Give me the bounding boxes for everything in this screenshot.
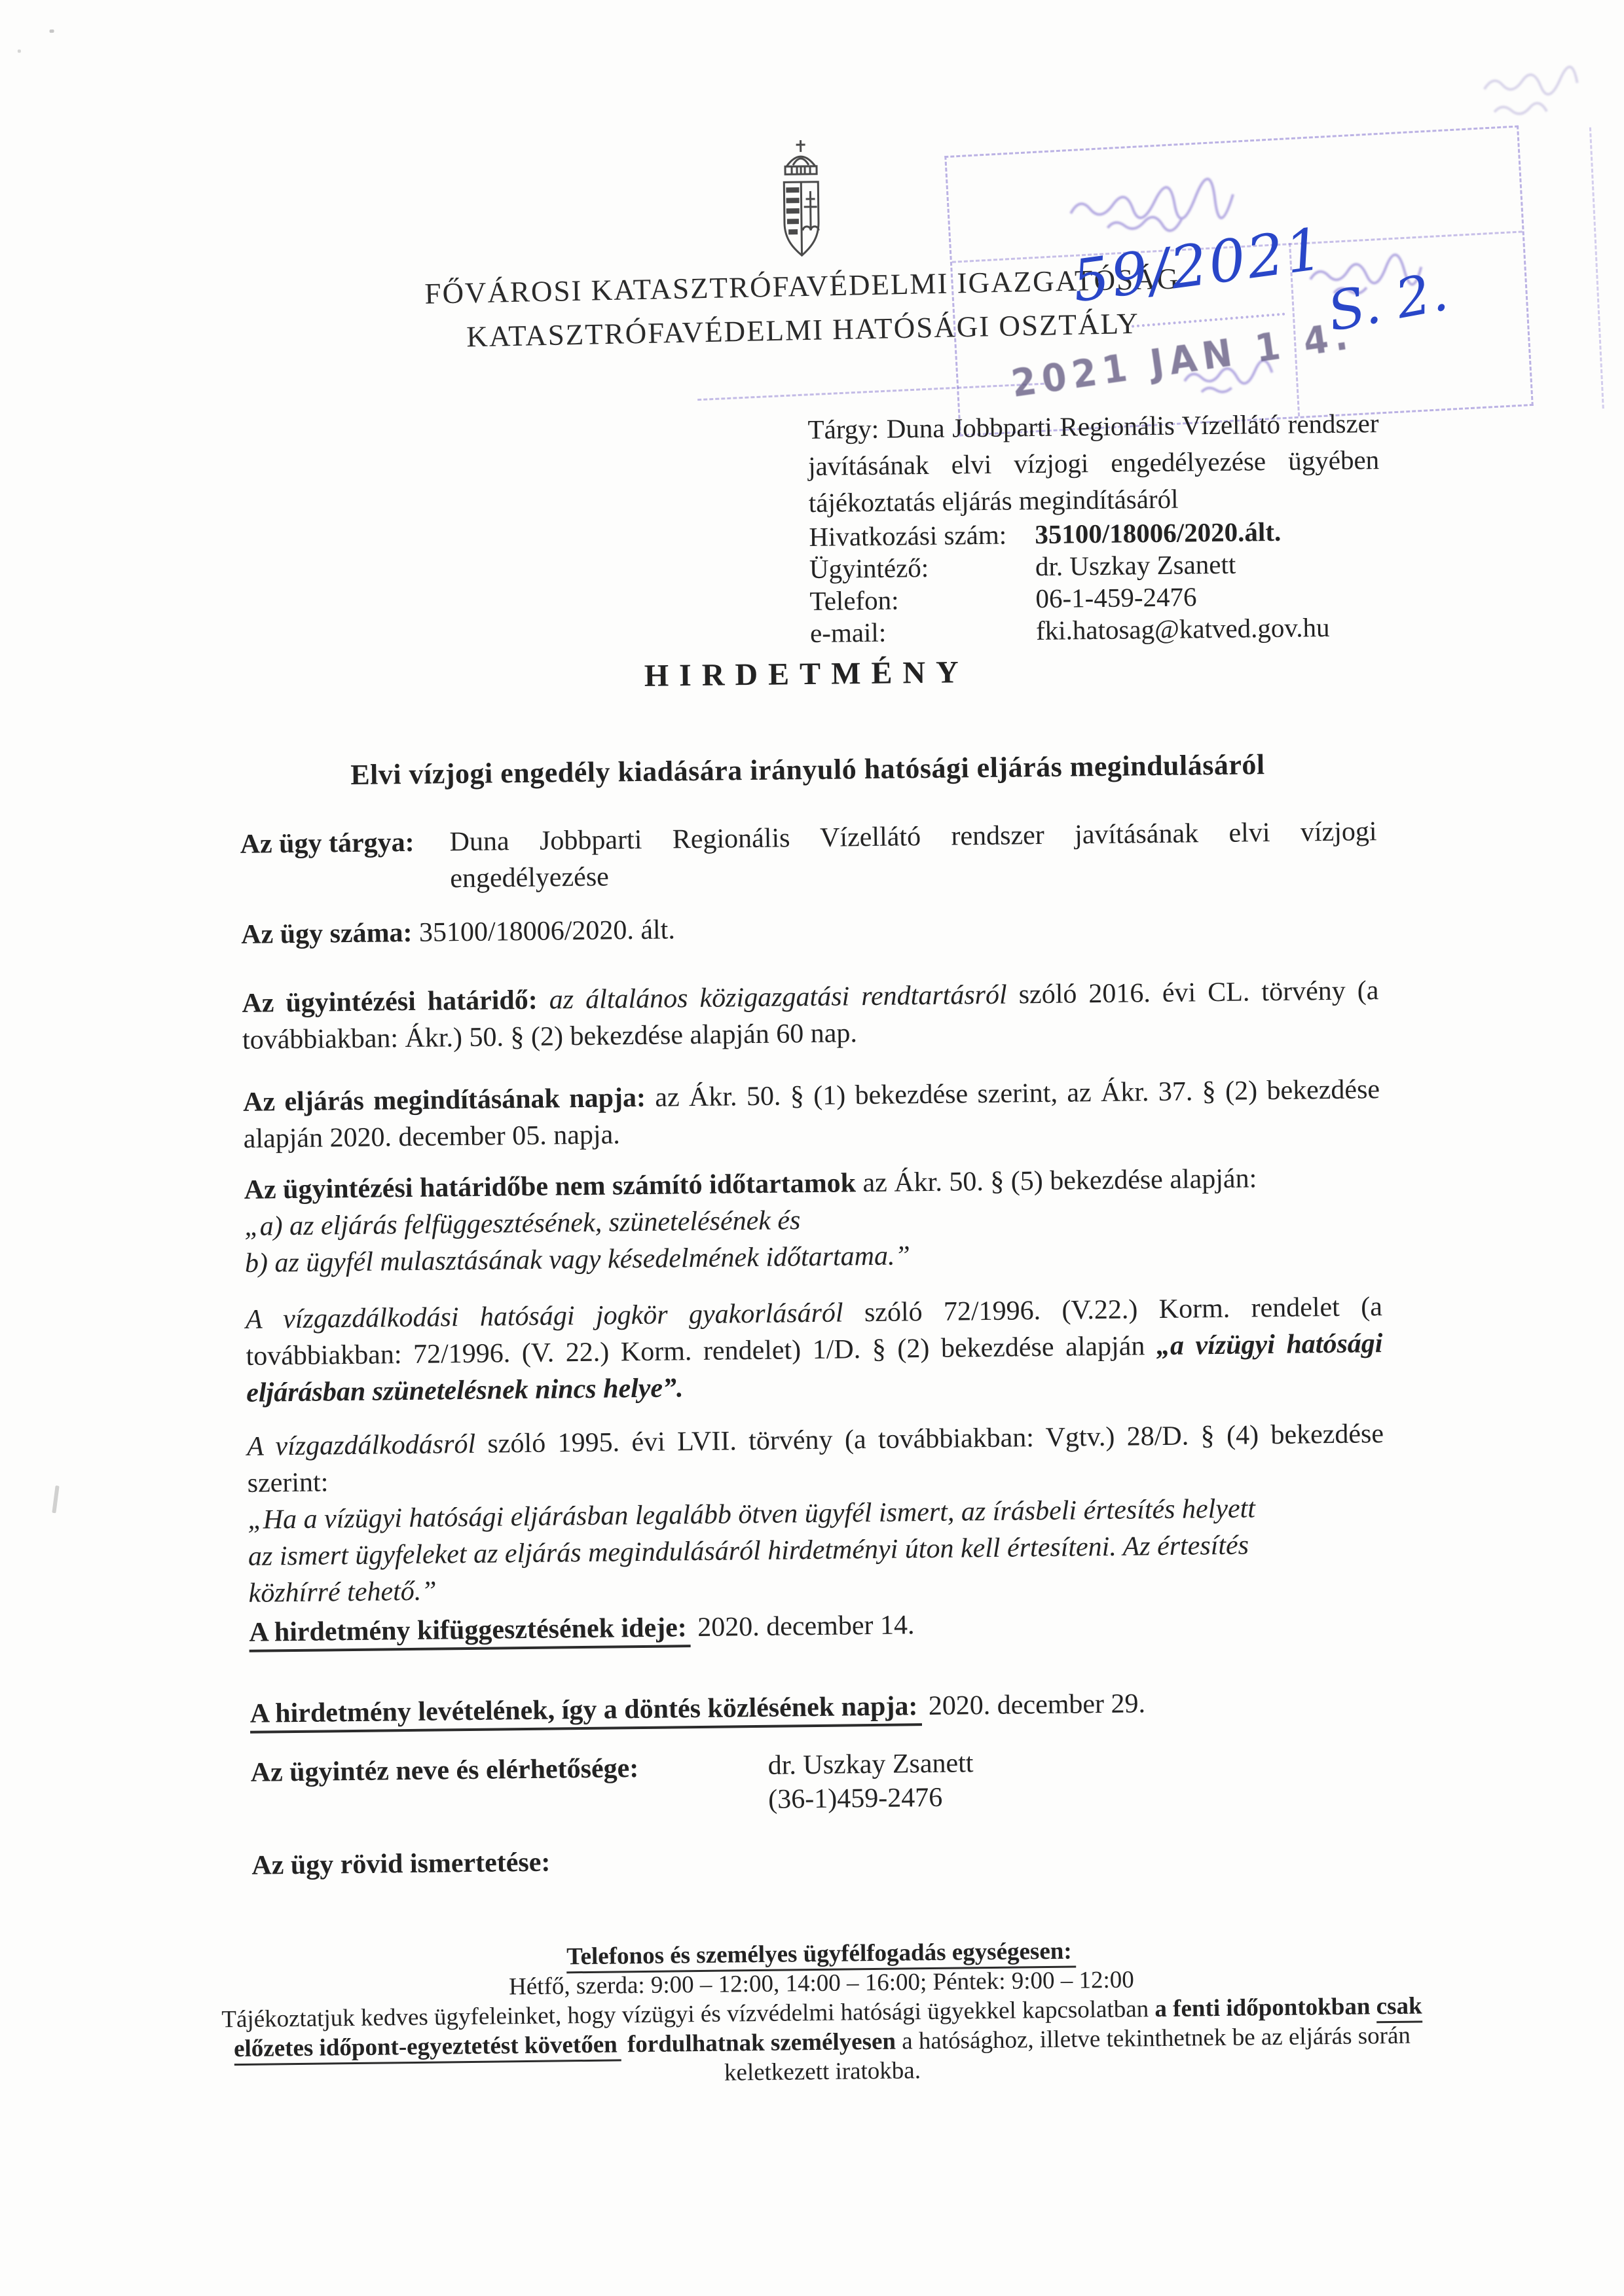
date-received-stamp: 2021 JAN 1 4. xyxy=(1008,313,1356,406)
section-korm-rendelet xyxy=(246,1288,1384,1412)
section-case-summary xyxy=(251,1834,1389,1884)
section-officer-contact xyxy=(250,1741,1388,1823)
section-deadline xyxy=(242,972,1379,1059)
footer-heading: Telefonos és személyes ügyfélfogadás egységesen: xyxy=(566,1938,1076,1974)
start-day-text: az Ákr. 50. § (1) bekezdése szerint, az Ákr. 37. § (2) bekezdése alapján 2020. december 05. napja. xyxy=(243,1074,1380,1154)
sheet-note-handwritten: S. 2. xyxy=(1323,260,1453,344)
excluded-quote-a: „a) az eljárás felfüggesztésének, szünetelésének és xyxy=(244,1205,801,1242)
korm-text: szóló 72/1996. (V.22.) Korm. rendelet (a továbbiakban: 72/1996. (V. 22.) Korm. rendelet) 1/D. § (2) bekezdése alapján xyxy=(246,1292,1383,1372)
start-day-label: Az eljárás megindításának napja: xyxy=(242,1082,646,1118)
section-removal-date xyxy=(249,1683,1387,1732)
case-subject-label: Az ügy tárgya: xyxy=(240,827,415,860)
officer-contact-name: dr. Uszkay Zsanett xyxy=(767,1748,974,1781)
footer-notice-bold1: a fenti időpontokban xyxy=(1154,1993,1371,2023)
corner-stamp-artifact xyxy=(1481,62,1606,128)
case-officer-value: dr. Uszkay Zsanett xyxy=(1035,549,1236,582)
section-case-subject xyxy=(240,813,1377,900)
section-case-number xyxy=(241,903,1378,953)
section-start-day xyxy=(243,1071,1380,1157)
reference-number-value: 35100/18006/2020.ált. xyxy=(1035,516,1282,550)
deadline-italic-cite: az általános közigazgatási rendtartásról xyxy=(549,979,1007,1015)
section-vgtv xyxy=(247,1415,1386,1612)
deadline-text: szóló 2016. évi CL. törvény (a továbbiakban: Ákr.) 50. § (2) bekezdése alapján 60 nap. xyxy=(242,975,1379,1055)
org-name-line1: FŐVÁROSI KATASZTRÓFAVÉDELMI IGAZGATÓSÁG xyxy=(424,262,1180,310)
deadline-label: Az ügyintézési határidő: xyxy=(242,985,538,1019)
korm-bold-quote: „a vízügyi hatósági eljárásban szünetelésnek nincs helye”. xyxy=(246,1328,1383,1408)
vgtv-text: szóló 1995. évi LVII. törvény (a továbbiakban: Vgtv.) 28/D. § (4) bekezdése szerint: xyxy=(247,1419,1384,1499)
posting-date-label: A hirdetmény kifüggesztésének ideje: xyxy=(249,1613,691,1652)
scan-speck xyxy=(18,50,21,53)
scan-streak xyxy=(52,1485,59,1513)
removal-date-value: 2020. december 29. xyxy=(928,1688,1146,1722)
case-number-label: Az ügy száma: xyxy=(240,917,413,950)
reference-number-label: Hivatkozási szám: xyxy=(809,519,1007,552)
footer-hours: Hétfő, szerda: 9:00 – 12:00, 14:00 – 16:00; Péntek: 9:00 – 12:00 xyxy=(508,1966,1135,2001)
email-row xyxy=(810,611,1381,649)
registry-number-handwritten: 59/2021 xyxy=(1068,214,1329,316)
notice-subtitle: Elvi vízjogi engedély kiadására irányuló hatósági eljárás megindulásáról xyxy=(350,748,1265,791)
email-label: e-mail: xyxy=(809,617,887,648)
hungary-coat-of-arms-icon xyxy=(766,136,836,268)
vgtv-quote: „Ha a vízügyi hatósági eljárásban legalább ötven ügyfél ismert, az írásbeli értesítés helyett az ismert ügyfeleket az eljárás megindulásáról hirdetményi úton kell értesíteni. Az értesítés közhírré tehető.” xyxy=(248,1493,1256,1609)
notice-title: HIRDETMÉNY xyxy=(644,655,970,693)
section-excluded-periods xyxy=(244,1159,1382,1282)
vgtv-italic-cite: A vízgazdálkodásról xyxy=(246,1429,476,1462)
case-officer-label: Ügyintéző: xyxy=(809,552,929,584)
subject-paragraph: Tárgy: Duna Jobbparti Regionális Vízellátó rendszer javításának elvi vízjogi engedélyezése ügyében tájékoztatás eljárás megindításáról xyxy=(807,408,1380,518)
excluded-quote-b: b) az ügyfél mulasztásának vagy késedelmének időtartama.” xyxy=(244,1241,911,1279)
phone-label: Telefon: xyxy=(809,585,899,616)
officer-contact-label: Az ügyintéz neve és elérhetősége: xyxy=(250,1753,639,1788)
phone-value: 06-1-459-2476 xyxy=(1035,581,1197,614)
officer-contact-phone: (36-1)459-2476 xyxy=(768,1782,943,1815)
removal-date-label: A hirdetmény levételének, így a döntés közlésének napja: xyxy=(249,1691,921,1734)
email-value: fki.hatosag@katved.gov.hu xyxy=(1035,611,1330,646)
scan-speck xyxy=(50,29,54,33)
subject-block xyxy=(807,405,1381,649)
excluded-periods-text: az Ákr. 50. § (5) bekezdése alapján: xyxy=(862,1163,1257,1199)
org-name-line2: KATASZTRÓFAVÉDELMI HATÓSÁGI OSZTÁLY xyxy=(466,306,1140,354)
case-subject-text: Duna Jobbparti Regionális Vízellátó rendszer javításának elvi vízjogi engedélyezése xyxy=(449,816,1377,894)
footer-office-hours xyxy=(193,1932,1451,2094)
footer-notice-bold2: fordulhatnak személyesen xyxy=(627,2028,896,2058)
korm-italic-cite: A vízgazdálkodási hatósági jogkör gyakorlásáról xyxy=(245,1298,843,1335)
footer-notice-start: Tájékoztatjuk kedves ügyfeleinket, hogy vízügyi és vízvédelmi hatósági ügyekkel kapcsolatban xyxy=(221,1995,1149,2033)
footer-notice-end: a hatósághoz, illetve tekinthetnek be az eljárás során keletkezett iratokba. xyxy=(724,2022,1411,2086)
footer-notice-bold-underline: csak előzetes időpont-egyeztetést követően xyxy=(234,1993,1422,2066)
posting-date-value: 2020. december 14. xyxy=(697,1610,915,1643)
case-number-value: 35100/18006/2020. ált. xyxy=(418,915,676,948)
footer-notice xyxy=(193,1991,1451,2094)
case-summary-label: Az ügy rövid ismertetése: xyxy=(251,1847,551,1881)
excluded-periods-label: Az ügyintézési határidőbe nem számító időtartamok xyxy=(244,1168,857,1205)
